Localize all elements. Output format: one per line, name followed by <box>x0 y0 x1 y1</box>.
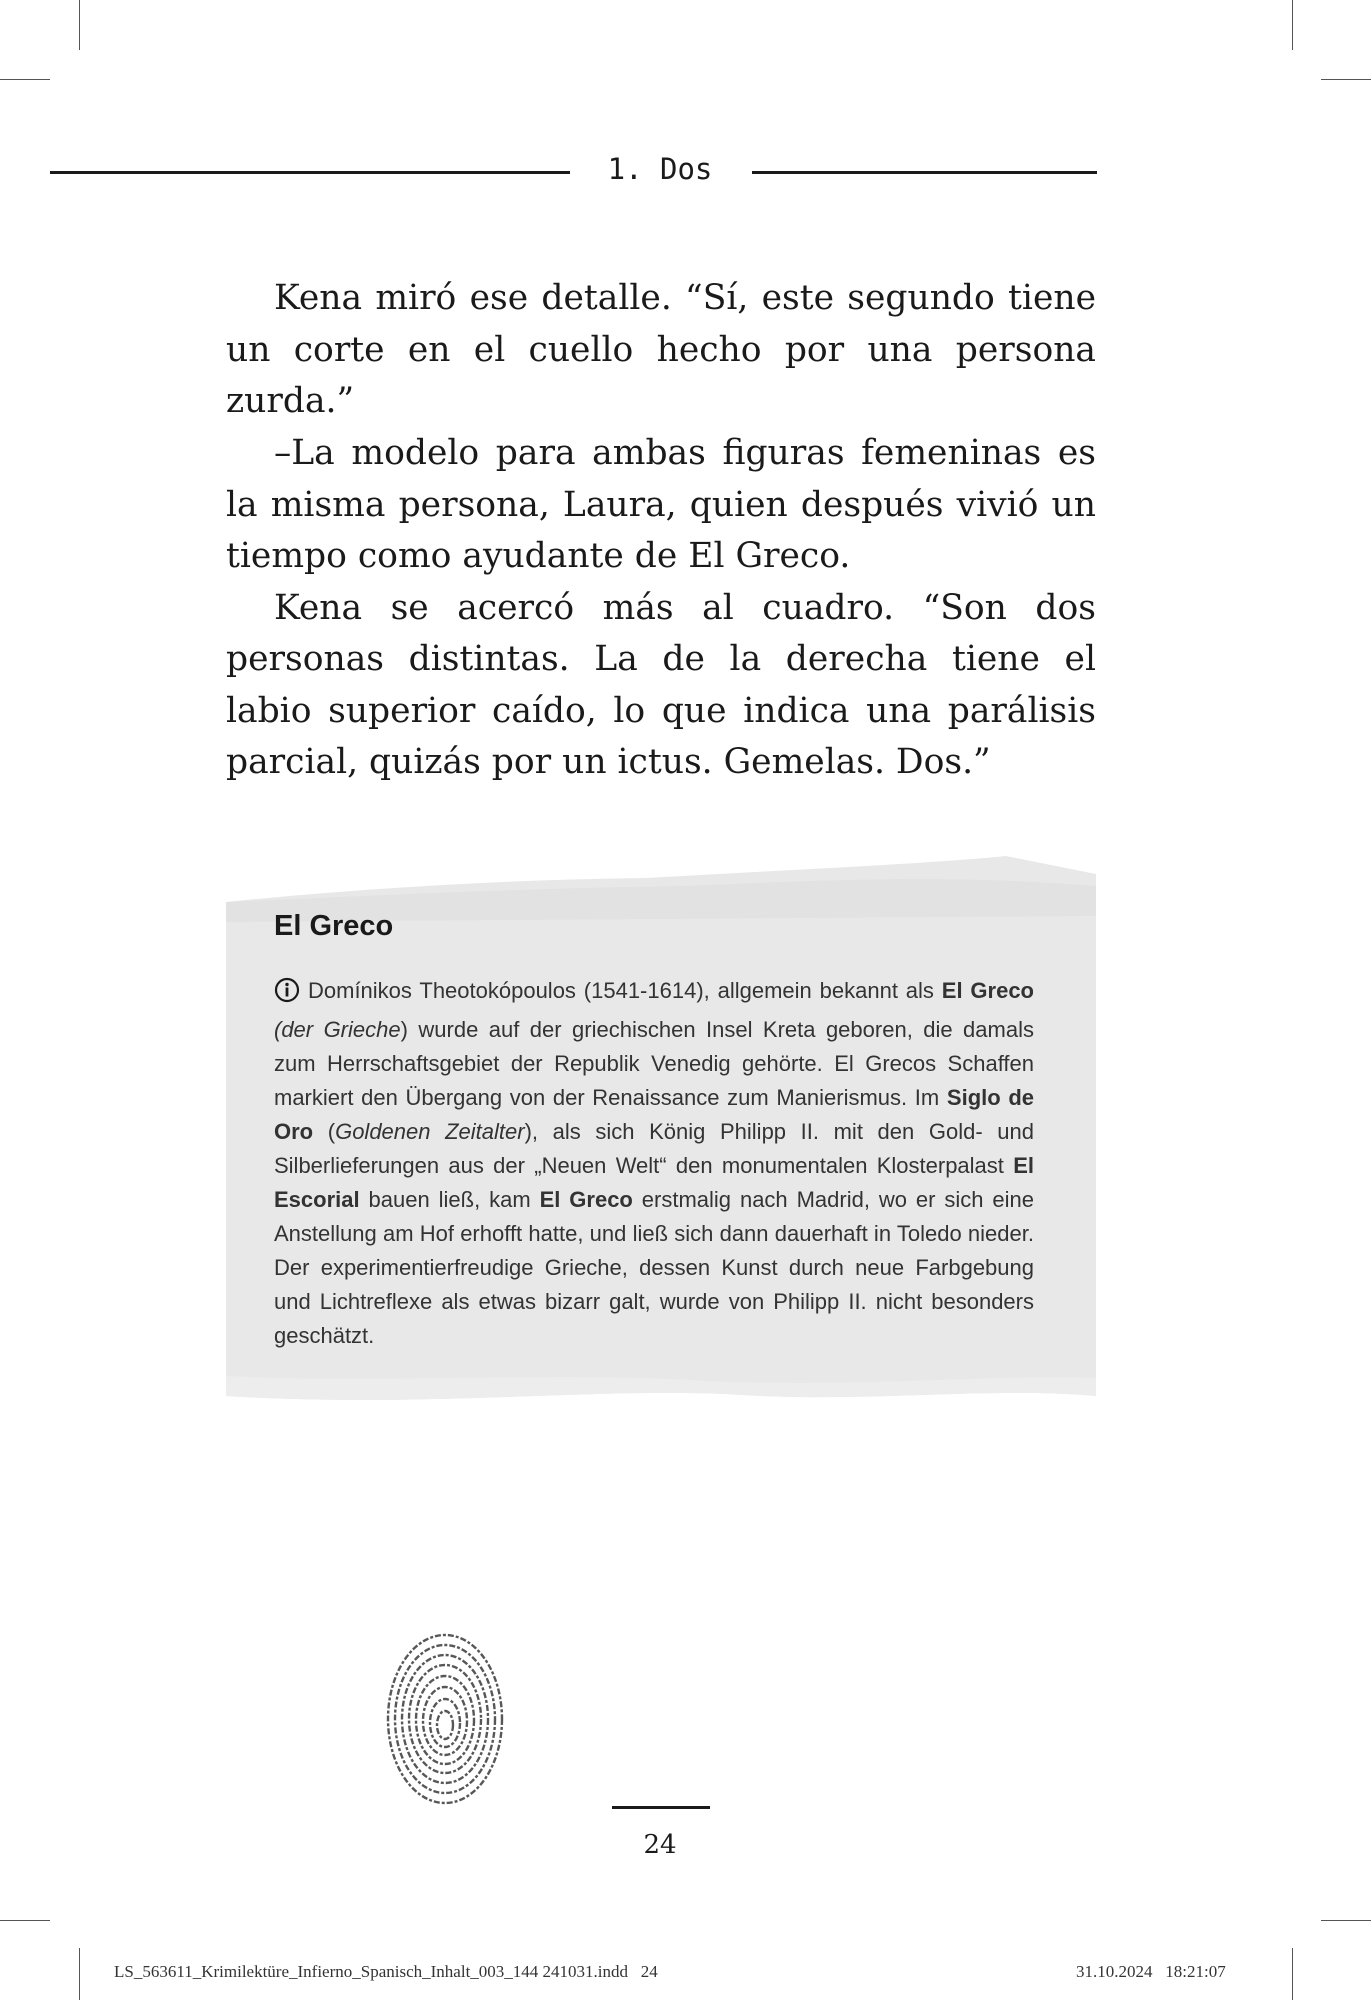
crop-mark-bottom-right-vertical <box>1292 1948 1293 2000</box>
page-number: 24 <box>643 1830 677 1860</box>
info-text-part-5: ), als sich König Philipp II. mit den Gold- und Silberlieferungen aus der „Neuen Welt“ den monumentalen Klosterpalast <box>274 1119 1034 1178</box>
paragraph-2-text: –La modelo para ambas figuras femeninas es la misma persona, Laura, quien después vivió un tiempo como ayudante de El Greco. <box>226 433 1096 576</box>
info-text-part-1: Domínikos Theotokópoulos (1541-1614), allgemein bekannt als <box>308 978 942 1003</box>
paragraph-1 <box>226 273 1096 428</box>
crop-mark-top-right-vertical <box>1292 0 1293 50</box>
footer-rule <box>612 1806 710 1809</box>
info-text-part-6: bauen ließ, kam <box>359 1187 540 1212</box>
crop-mark-top-left-horizontal <box>0 79 50 80</box>
header-rule-right <box>752 171 1097 174</box>
info-text-part-7: erstmalig nach Madrid, wo er sich eine Anstellung am Hof erhofft hatte, und ließ sich dann dauerhaft in Toledo nieder. Der experimentierfreudige Grieche, dessen Kunst durch neue Farbgebung und Lichtreflexe als etwas bizarr galt, wurde von Philipp II. nicht besonders geschätzt. <box>274 1187 1035 1348</box>
crop-mark-bottom-left-vertical <box>79 1948 80 2000</box>
info-text-part-4: ( <box>313 1119 336 1144</box>
info-text-part-3: ) wurde auf der griechischen Insel Kreta geboren, die damals zum Herrschaftsgebiet der Republik Venedig gehörte. El Grecos Schaffen markiert den Übergang von der Renaissance zum Manierismus. Im <box>274 1017 1034 1110</box>
crop-mark-top-left-vertical <box>79 0 80 50</box>
slug-date-info: 31.10.2024 18:21:07 <box>1076 1962 1226 1981</box>
crop-mark-bottom-left-horizontal <box>0 1920 50 1921</box>
paragraph-3-text: Kena se acercó más al cuadro. “Son dos personas distintas. La de la derecha tiene el labio superior caído, lo que indica una parálisis parcial, quizás por un ictus. Gemelas. Dos.” <box>226 587 1096 782</box>
info-box-title: El Greco <box>274 910 394 942</box>
info-bold-el-greco-1: El Greco <box>941 978 1034 1003</box>
crop-mark-bottom-right-horizontal <box>1321 1920 1371 1921</box>
fingerprint-icon <box>382 1625 512 1815</box>
crop-mark-top-right-horizontal <box>1321 79 1371 80</box>
info-icon <box>274 977 300 1013</box>
info-bold-siglo-de-oro: Siglo de Oro <box>274 1085 1035 1144</box>
info-box-text <box>274 974 1034 1353</box>
info-bold-el-greco-2: El Greco <box>539 1187 633 1212</box>
info-italic-goldenen-zeitalter: Goldenen Zeitalter <box>335 1119 525 1144</box>
chapter-title: 1. Dos <box>607 152 713 186</box>
header-rule-left <box>50 171 570 174</box>
info-italic-der-grieche: (der Grieche <box>274 1017 401 1042</box>
info-bold-el-escorial: El Escorial <box>274 1153 1034 1212</box>
paragraph-1-text: Kena miró ese detalle. “Sí, este segundo tiene un corte en el cuello hecho por una persona zurda.” <box>226 278 1096 421</box>
info-box <box>226 856 1096 1416</box>
paragraphs-2-3 <box>226 428 1096 789</box>
slug-file-info: LS_563611_Krimilektüre_Infierno_Spanisch_Inhalt_003_144 241031.indd 24 <box>114 1962 658 1981</box>
